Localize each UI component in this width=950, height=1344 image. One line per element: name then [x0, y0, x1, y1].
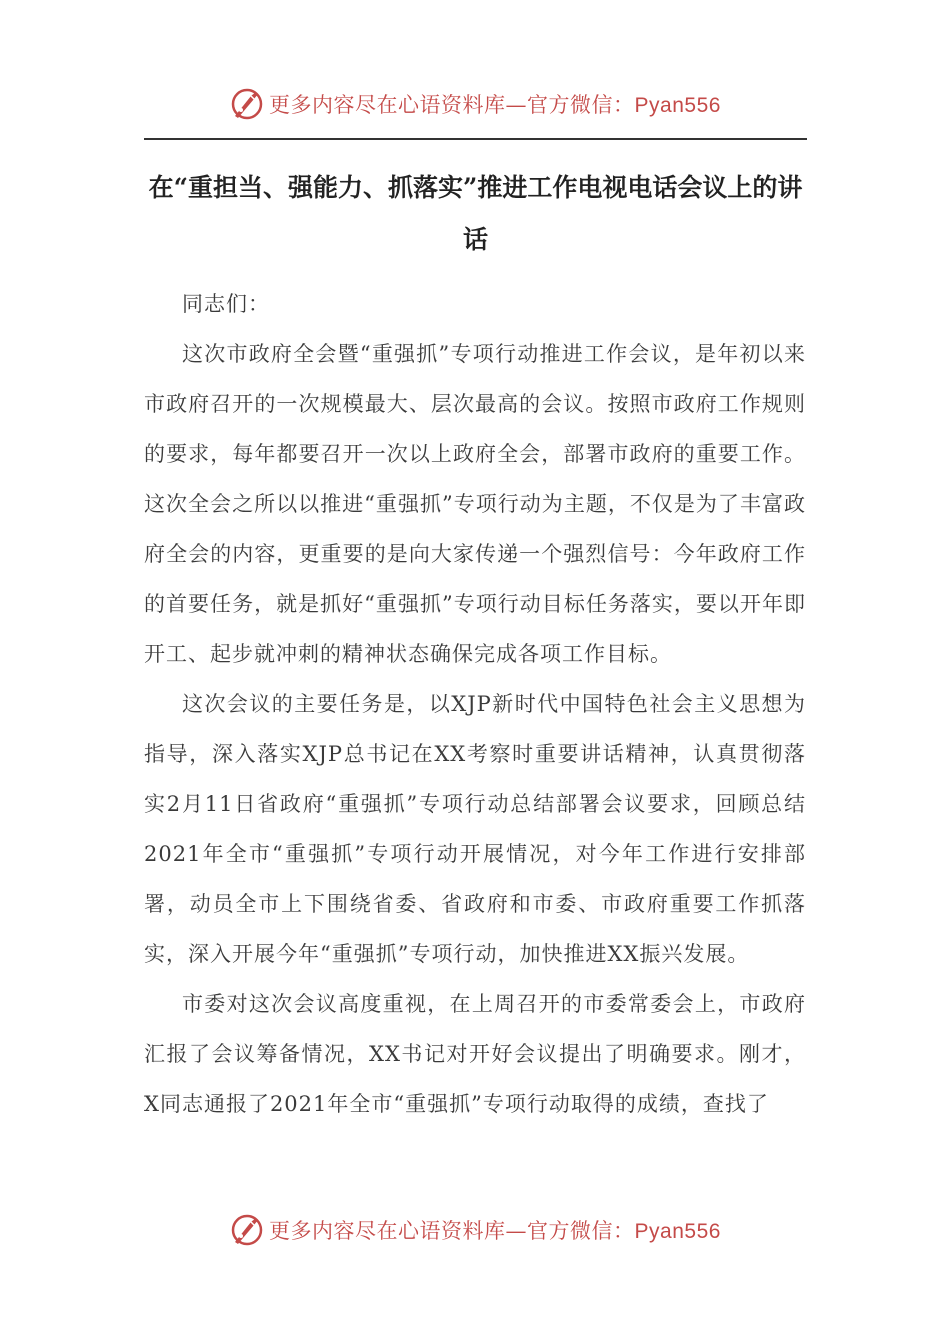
salutation: 同志们：	[182, 292, 270, 316]
document-body	[144, 279, 806, 1129]
footer-banner-text: 更多内容尽在心语资料库—官方微信：	[269, 1219, 635, 1243]
header-divider	[144, 138, 807, 140]
pen-logo-icon	[229, 1212, 265, 1248]
footer-banner	[0, 1208, 950, 1252]
pen-logo-icon	[229, 86, 265, 122]
paragraph: 这次市政府全会暨“重强抓”专项行动推进工作会议，是年初以来市政府召开的一次规模最大、层次最高的会议。按照市政府工作规则的要求，每年都要召开一次以上政府全会，部署市政府的重要工作。这次全会之所以以推进“重强抓”专项行动为主题，不仅是为了丰富政府全会的内容，更重要的是向大家传递一个强烈信号：今年政府工作的首要任务，就是抓好“重强抓”专项行动目标任务落实，要以开年即开工、起步就冲刺的精神状态确保完成各项工作目标。	[144, 342, 806, 666]
footer-wechat-id: Pyan556	[634, 1220, 721, 1243]
header-wechat-id: Pyan556	[634, 94, 721, 117]
header-banner-text: 更多内容尽在心语资料库—官方微信：	[269, 93, 635, 117]
paragraph: 这次会议的主要任务是，以XJP新时代中国特色社会主义思想为指导，深入落实XJP总书记在XX考察时重要讲话精神，认真贯彻落实2月11日省政府“重强抓”专项行动总结部署会议要求，回顾总结2021年全市“重强抓”专项行动开展情况，对今年工作进行安排部署，动员全市上下围绕省委、省政府和市委、市政府重要工作抓落实，深入开展今年“重强抓”专项行动，加快推进XX振兴发展。	[144, 692, 806, 966]
header-banner	[0, 82, 950, 126]
paragraph: 市委对这次会议高度重视，在上周召开的市委常委会上，市政府汇报了会议筹备情况，XX书记对开好会议提出了明确要求。刚才，X同志通报了2021年全市“重强抓”专项行动取得的成绩，查找了	[144, 992, 806, 1116]
document-title: 在“重担当、强能力、抓落实”推进工作电视电话会议上的讲话	[148, 173, 803, 254]
